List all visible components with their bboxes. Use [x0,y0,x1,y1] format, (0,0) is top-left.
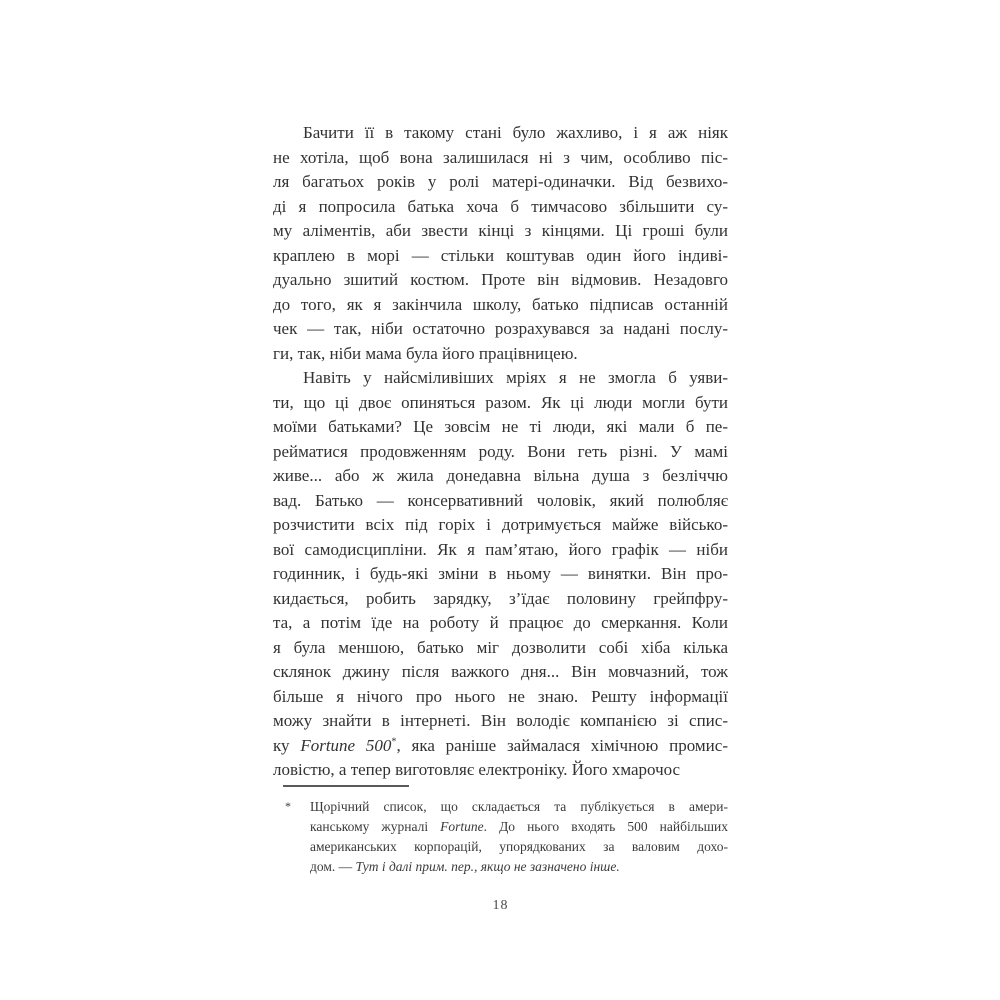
text-line: Бачити її в такому стані було жахливо, і я аж ніяк [303,123,728,142]
text-line: моїми батьками? Це зовсім не ті люди, які мали б пе- [273,417,728,436]
text-line: ку Fortune 500*, яка раніше займалася хімічною промис- [273,735,728,755]
text-line: Навіть у найсміливіших мріях я не змогла б уяви- [303,368,728,387]
text-line: склянок джину після важкого дня... Він мовчазний, тож [273,662,728,681]
text-line: ді я попросила батька хоча б тимчасово збільшити су- [273,196,728,216]
footnote-text [310,797,728,878]
text-line: вад. Батько — консервативний чоловік, який полюбляє [273,490,728,510]
text-line: дуально зшитий костюм. Проте він відмовив. Незадовго [273,270,728,289]
text-line: вої самодисципліни. Як я пам’ятаю, його графік — ніби [273,539,728,559]
page-number: 18 [492,898,509,913]
text-line: чек — так, ніби остаточно розрахувався за надані послу- [273,319,728,338]
text-line: не хотіла, щоб вона залишилася ні з чим, особливо піс- [273,147,728,167]
text-line: му аліментів, аби звести кінці з кінцями. Ці гроші були [273,221,728,240]
paragraph-1 [273,121,728,366]
footnote-body [273,797,728,878]
footnote [273,785,728,878]
text-line: я була меншою, батько міг дозволити собі хіба кілька [273,637,728,657]
text-line: ловістю, а тепер виготовляє електроніку. Його хмарочос [273,760,681,779]
footnote-divider [283,785,409,787]
text-line: американських корпорацій, упорядкованих за валовим дохо- [310,839,728,855]
text-line: розчистити всіх під горіх і дотримується майже військо- [273,515,728,534]
paragraph-2 [273,366,728,783]
text-line: ля багатьох років у ролі матері-одиначки. Від безвихо- [273,172,728,191]
text-line: Щорічний список, що складається та публікується в амери- [310,798,728,814]
text-line: дом. — Тут і далі прим. пер., якщо не зазначено інше. [310,859,620,875]
text-line: живе... або ж жила донедавна вільна душа з безліччю [273,466,728,485]
footnote-marker: * [285,798,291,813]
text-line: рейматися продовженням роду. Вони геть різні. У мамі [273,441,728,461]
text-line: до того, як я закінчила школу, батько підписав останній [273,294,728,314]
text-line: можу знайти в інтернеті. Він володіє компанією зі спис- [273,711,728,730]
text-line: ги, так, ніби мама була його працівницею. [273,343,578,363]
text-line: більше я нічого про нього не знаю. Решту інформації [273,686,728,706]
text-line: канському журналі Fortune. До нього входять 500 найбільших [310,818,728,834]
text-line: кидається, робить зарядку, з’їдає половину грейпфру- [273,588,728,608]
text-line: ти, що ці двоє опиняться разом. Як ці люди могли бути [273,392,728,412]
text-line: та, а потім їде на роботу й працює до смеркання. Коли [273,613,728,632]
text-line: краплею в морі — стільки коштував один його індиві- [273,245,728,265]
text-block [273,121,728,878]
text-line: годинник, і будь-які зміни в ньому — винятки. Він про- [273,564,728,583]
